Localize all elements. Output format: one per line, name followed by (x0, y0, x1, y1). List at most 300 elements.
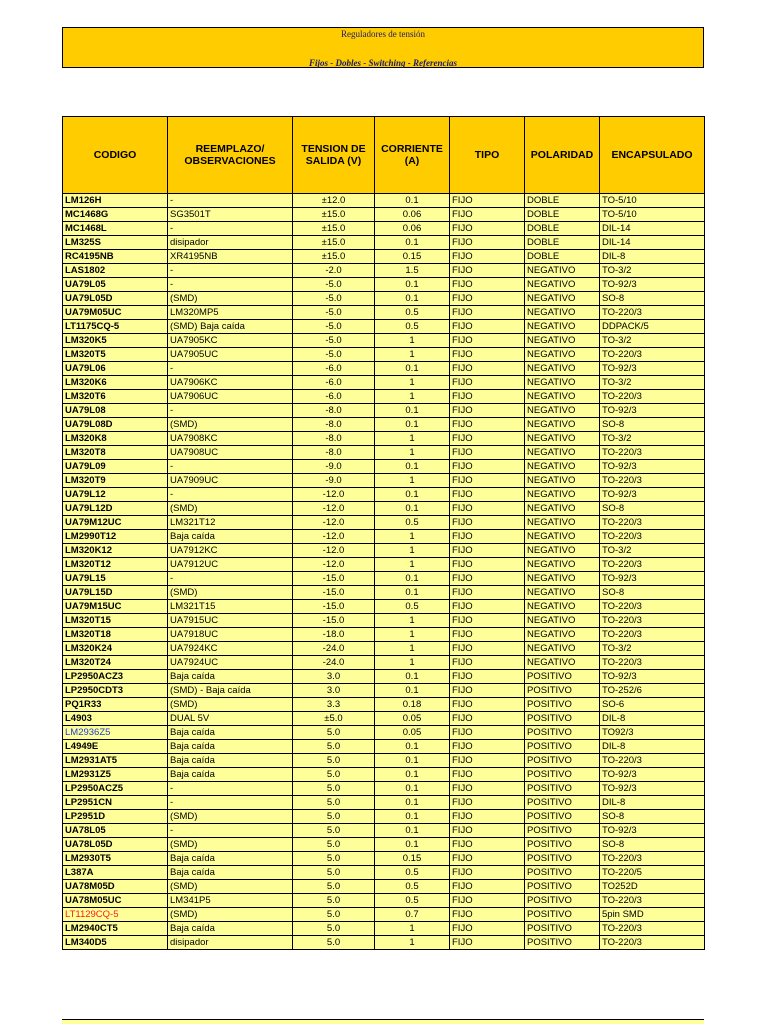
cell-tension: ±15.0 (293, 208, 375, 222)
table-row (63, 376, 705, 390)
cell-corriente: 0.06 (375, 222, 450, 236)
cell-polaridad: NEGATIVO (525, 558, 600, 572)
cell-polaridad: NEGATIVO (525, 530, 600, 544)
cell-polaridad: POSITIVO (525, 740, 600, 754)
cell-tension: 3.3 (293, 698, 375, 712)
cell-encapsulado: TO-92/3 (600, 572, 705, 586)
cell-corriente: 0.1 (375, 362, 450, 376)
cell-codigo: LM320K6 (63, 376, 168, 390)
cell-corriente: 0.5 (375, 516, 450, 530)
cell-corriente: 0.05 (375, 726, 450, 740)
cell-codigo: UA79L06 (63, 362, 168, 376)
table-row (63, 740, 705, 754)
cell-polaridad: NEGATIVO (525, 404, 600, 418)
cell-tension: -5.0 (293, 334, 375, 348)
cell-reemplazo: UA7909UC (168, 474, 293, 488)
cell-tipo: FIJO (450, 516, 525, 530)
cell-tipo: FIJO (450, 838, 525, 852)
cell-encapsulado: TO-92/3 (600, 782, 705, 796)
cell-tension: -8.0 (293, 432, 375, 446)
cell-encapsulado: TO-220/3 (600, 516, 705, 530)
cell-corriente: 1 (375, 544, 450, 558)
cell-codigo: LM320T6 (63, 390, 168, 404)
cell-corriente: 0.15 (375, 852, 450, 866)
cell-tipo: FIJO (450, 894, 525, 908)
cell-polaridad: DOBLE (525, 222, 600, 236)
cell-polaridad: NEGATIVO (525, 628, 600, 642)
cell-encapsulado: TO-5/10 (600, 208, 705, 222)
cell-tension: 5.0 (293, 782, 375, 796)
cell-tipo: FIJO (450, 488, 525, 502)
cell-reemplazo: Baja caída (168, 740, 293, 754)
cell-encapsulado: TO-3/2 (600, 376, 705, 390)
cell-reemplazo: LM320MP5 (168, 306, 293, 320)
cell-polaridad: DOBLE (525, 208, 600, 222)
cell-encapsulado: TO-92/3 (600, 824, 705, 838)
cell-corriente: 0.1 (375, 278, 450, 292)
cell-reemplazo: - (168, 222, 293, 236)
cell-corriente: 0.1 (375, 824, 450, 838)
cell-tipo: FIJO (450, 656, 525, 670)
cell-tension: 3.0 (293, 670, 375, 684)
cell-corriente: 0.18 (375, 698, 450, 712)
cell-codigo: LM320T5 (63, 348, 168, 362)
cell-reemplazo: DUAL 5V (168, 712, 293, 726)
cell-tension: ±15.0 (293, 222, 375, 236)
cell-codigo: UA78M05D (63, 880, 168, 894)
cell-polaridad: NEGATIVO (525, 642, 600, 656)
cell-reemplazo: UA7908KC (168, 432, 293, 446)
cell-reemplazo: Baja caída (168, 754, 293, 768)
cell-tipo: FIJO (450, 642, 525, 656)
cell-tipo: FIJO (450, 908, 525, 922)
cell-encapsulado: SO-8 (600, 586, 705, 600)
table-row (63, 530, 705, 544)
cell-codigo: UA78M05UC (63, 894, 168, 908)
cell-tipo: FIJO (450, 236, 525, 250)
cell-codigo: LP2950CDT3 (63, 684, 168, 698)
cell-polaridad: NEGATIVO (525, 586, 600, 600)
cell-polaridad: NEGATIVO (525, 600, 600, 614)
cell-tension: 5.0 (293, 922, 375, 936)
cell-encapsulado: 5pin SMD (600, 908, 705, 922)
cell-encapsulado: TO-92/3 (600, 460, 705, 474)
cell-corriente: 0.5 (375, 880, 450, 894)
header-reemplazo: REEMPLAZO/ OBSERVACIONES (168, 117, 293, 194)
cell-polaridad: POSITIVO (525, 866, 600, 880)
cell-tension: -15.0 (293, 614, 375, 628)
cell-codigo: LP2951CN (63, 796, 168, 810)
cell-tipo: FIJO (450, 362, 525, 376)
cell-polaridad: POSITIVO (525, 852, 600, 866)
cell-encapsulado: TO-3/2 (600, 264, 705, 278)
cell-polaridad: NEGATIVO (525, 306, 600, 320)
table-row (63, 936, 705, 950)
cell-corriente: 0.1 (375, 768, 450, 782)
cell-polaridad: NEGATIVO (525, 656, 600, 670)
cell-corriente: 1 (375, 642, 450, 656)
table-row (63, 586, 705, 600)
cell-encapsulado: TO-220/3 (600, 348, 705, 362)
cell-tipo: FIJO (450, 614, 525, 628)
cell-tipo: FIJO (450, 404, 525, 418)
cell-codigo: UA79M15UC (63, 600, 168, 614)
cell-encapsulado: TO-92/3 (600, 670, 705, 684)
cell-corriente: 0.1 (375, 586, 450, 600)
cell-corriente: 1 (375, 628, 450, 642)
cell-encapsulado: SO-8 (600, 502, 705, 516)
cell-polaridad: POSITIVO (525, 754, 600, 768)
cell-corriente: 0.1 (375, 236, 450, 250)
cell-tension: -8.0 (293, 418, 375, 432)
cell-codigo: UA79L15D (63, 586, 168, 600)
cell-tipo: FIJO (450, 208, 525, 222)
cell-codigo: UA79L15 (63, 572, 168, 586)
cell-tension: ±5.0 (293, 712, 375, 726)
cell-polaridad: NEGATIVO (525, 432, 600, 446)
cell-corriente: 0.1 (375, 670, 450, 684)
cell-encapsulado: TO-220/3 (600, 474, 705, 488)
table-row (63, 796, 705, 810)
cell-tipo: FIJO (450, 600, 525, 614)
cell-tension: 5.0 (293, 866, 375, 880)
table-row (63, 572, 705, 586)
cell-encapsulado: TO-3/2 (600, 642, 705, 656)
cell-codigo: LM320K8 (63, 432, 168, 446)
cell-polaridad: NEGATIVO (525, 516, 600, 530)
header-tension: TENSION DE SALIDA (V) (293, 117, 375, 194)
cell-corriente: 0.1 (375, 194, 450, 208)
cell-tension: -5.0 (293, 292, 375, 306)
cell-reemplazo: Baja caída (168, 922, 293, 936)
cell-reemplazo: (SMD) (168, 880, 293, 894)
cell-tension: -5.0 (293, 348, 375, 362)
cell-tipo: FIJO (450, 390, 525, 404)
cell-tension: -18.0 (293, 628, 375, 642)
table-row (63, 866, 705, 880)
table-row (63, 922, 705, 936)
cell-polaridad: NEGATIVO (525, 474, 600, 488)
table-row (63, 712, 705, 726)
cell-polaridad: POSITIVO (525, 670, 600, 684)
cell-corriente: 0.1 (375, 810, 450, 824)
table-row (63, 544, 705, 558)
cell-reemplazo: UA7924UC (168, 656, 293, 670)
cell-encapsulado: DIL-14 (600, 222, 705, 236)
cell-polaridad: NEGATIVO (525, 348, 600, 362)
cell-reemplazo: (SMD) (168, 586, 293, 600)
cell-polaridad: POSITIVO (525, 922, 600, 936)
cell-encapsulado: TO-92/3 (600, 278, 705, 292)
cell-encapsulado: SO-8 (600, 292, 705, 306)
table-row (63, 726, 705, 740)
cell-polaridad: NEGATIVO (525, 362, 600, 376)
cell-polaridad: POSITIVO (525, 908, 600, 922)
cell-codigo: LT1129CQ-5 (63, 908, 168, 922)
cell-tension: -12.0 (293, 488, 375, 502)
cell-encapsulado: TO-220/3 (600, 754, 705, 768)
table-row (63, 278, 705, 292)
cell-polaridad: NEGATIVO (525, 264, 600, 278)
cell-tension: ±15.0 (293, 250, 375, 264)
cell-tension: 5.0 (293, 936, 375, 950)
cell-codigo: LP2950ACZ5 (63, 782, 168, 796)
cell-reemplazo: UA7908UC (168, 446, 293, 460)
next-page-table-edge (62, 1019, 704, 1024)
cell-reemplazo: Baja caída (168, 852, 293, 866)
cell-polaridad: POSITIVO (525, 824, 600, 838)
cell-codigo: UA79M12UC (63, 516, 168, 530)
cell-codigo: LM325S (63, 236, 168, 250)
cell-corriente: 1 (375, 614, 450, 628)
cell-polaridad: NEGATIVO (525, 376, 600, 390)
cell-encapsulado: TO-3/2 (600, 544, 705, 558)
cell-polaridad: POSITIVO (525, 894, 600, 908)
cell-encapsulado: TO-220/3 (600, 446, 705, 460)
cell-reemplazo: (SMD) Baja caída (168, 320, 293, 334)
cell-tipo: FIJO (450, 754, 525, 768)
cell-tipo: FIJO (450, 670, 525, 684)
cell-reemplazo: Baja caída (168, 726, 293, 740)
cell-polaridad: POSITIVO (525, 726, 600, 740)
cell-reemplazo: UA7912KC (168, 544, 293, 558)
cell-encapsulado: TO-220/3 (600, 852, 705, 866)
cell-tipo: FIJO (450, 348, 525, 362)
cell-corriente: 0.5 (375, 306, 450, 320)
cell-polaridad: DOBLE (525, 250, 600, 264)
cell-reemplazo: UA7924KC (168, 642, 293, 656)
cell-encapsulado: TO-220/3 (600, 936, 705, 950)
cell-reemplazo: disipador (168, 236, 293, 250)
cell-corriente: 0.15 (375, 250, 450, 264)
cell-tension: -15.0 (293, 600, 375, 614)
table-row (63, 698, 705, 712)
cell-corriente: 0.1 (375, 418, 450, 432)
cell-tension: ±12.0 (293, 194, 375, 208)
cell-codigo: LP2951D (63, 810, 168, 824)
cell-codigo: LT1175CQ-5 (63, 320, 168, 334)
cell-corriente: 0.1 (375, 572, 450, 586)
table-row (63, 894, 705, 908)
cell-tension: -24.0 (293, 642, 375, 656)
cell-codigo: LM2931AT5 (63, 754, 168, 768)
cell-encapsulado: TO-92/3 (600, 488, 705, 502)
cell-tension: 5.0 (293, 768, 375, 782)
cell-encapsulado: TO-220/3 (600, 390, 705, 404)
cell-tipo: FIJO (450, 502, 525, 516)
cell-codigo: UA79L05D (63, 292, 168, 306)
cell-encapsulado: TO-92/3 (600, 404, 705, 418)
cell-tipo: FIJO (450, 782, 525, 796)
table-row (63, 516, 705, 530)
table-row (63, 320, 705, 334)
cell-corriente: 0.06 (375, 208, 450, 222)
cell-tipo: FIJO (450, 194, 525, 208)
cell-tension: -15.0 (293, 572, 375, 586)
cell-tension: 5.0 (293, 880, 375, 894)
table-row (63, 222, 705, 236)
cell-reemplazo: UA7905KC (168, 334, 293, 348)
table-row (63, 838, 705, 852)
cell-encapsulado: DIL-8 (600, 712, 705, 726)
cell-reemplazo: LM321T15 (168, 600, 293, 614)
cell-codigo: LM340D5 (63, 936, 168, 950)
cell-codigo: LM2931Z5 (63, 768, 168, 782)
cell-encapsulado: TO-252/6 (600, 684, 705, 698)
cell-polaridad: NEGATIVO (525, 614, 600, 628)
table-row (63, 852, 705, 866)
table-row (63, 782, 705, 796)
cell-tension: -2.0 (293, 264, 375, 278)
regulators-table (62, 116, 705, 950)
cell-codigo: UA79L05 (63, 278, 168, 292)
cell-reemplazo: XR4195NB (168, 250, 293, 264)
table-row (63, 824, 705, 838)
cell-tension: 5.0 (293, 908, 375, 922)
table-row (63, 390, 705, 404)
cell-tension: -24.0 (293, 656, 375, 670)
cell-polaridad: NEGATIVO (525, 572, 600, 586)
table-row (63, 250, 705, 264)
cell-reemplazo: (SMD) (168, 292, 293, 306)
cell-polaridad: NEGATIVO (525, 334, 600, 348)
cell-codigo: UA79L08D (63, 418, 168, 432)
cell-polaridad: NEGATIVO (525, 502, 600, 516)
cell-tension: 5.0 (293, 810, 375, 824)
cell-reemplazo: - (168, 460, 293, 474)
cell-corriente: 0.05 (375, 712, 450, 726)
cell-polaridad: NEGATIVO (525, 460, 600, 474)
cell-tipo: FIJO (450, 684, 525, 698)
cell-codigo: LM2940CT5 (63, 922, 168, 936)
cell-encapsulado: TO-220/3 (600, 628, 705, 642)
cell-reemplazo: - (168, 362, 293, 376)
cell-codigo: LP2950ACZ3 (63, 670, 168, 684)
cell-reemplazo: - (168, 194, 293, 208)
cell-codigo: LM2930T5 (63, 852, 168, 866)
cell-encapsulado: DIL-8 (600, 250, 705, 264)
cell-encapsulado: TO-220/3 (600, 530, 705, 544)
cell-encapsulado: TO-5/10 (600, 194, 705, 208)
table-row (63, 362, 705, 376)
cell-reemplazo: UA7905UC (168, 348, 293, 362)
cell-tension: -5.0 (293, 306, 375, 320)
cell-reemplazo: - (168, 782, 293, 796)
cell-codigo: LM320K5 (63, 334, 168, 348)
cell-tipo: FIJO (450, 936, 525, 950)
cell-tipo: FIJO (450, 530, 525, 544)
cell-corriente: 1 (375, 558, 450, 572)
cell-codigo: UA79M05UC (63, 306, 168, 320)
table-header-row (63, 117, 705, 194)
table-row (63, 558, 705, 572)
cell-corriente: 0.1 (375, 740, 450, 754)
cell-codigo: LM126H (63, 194, 168, 208)
cell-tipo: FIJO (450, 866, 525, 880)
cell-corriente: 0.1 (375, 502, 450, 516)
table-body (63, 194, 705, 950)
cell-reemplazo: UA7915UC (168, 614, 293, 628)
cell-reemplazo: - (168, 404, 293, 418)
cell-tipo: FIJO (450, 446, 525, 460)
cell-corriente: 1 (375, 936, 450, 950)
cell-tipo: FIJO (450, 880, 525, 894)
cell-tipo: FIJO (450, 418, 525, 432)
cell-reemplazo: disipador (168, 936, 293, 950)
header-corriente: CORRIENTE (A) (375, 117, 450, 194)
cell-reemplazo: UA7906UC (168, 390, 293, 404)
cell-tension: -9.0 (293, 460, 375, 474)
cell-codigo: LM320K12 (63, 544, 168, 558)
cell-codigo: MC1468G (63, 208, 168, 222)
cell-reemplazo: - (168, 572, 293, 586)
cell-reemplazo: (SMD) (168, 418, 293, 432)
cell-reemplazo: Baja caída (168, 670, 293, 684)
cell-codigo: RC4195NB (63, 250, 168, 264)
cell-reemplazo: (SMD) (168, 810, 293, 824)
table-row (63, 208, 705, 222)
cell-reemplazo: - (168, 278, 293, 292)
cell-encapsulado: TO-220/3 (600, 558, 705, 572)
cell-tipo: FIJO (450, 740, 525, 754)
cell-tension: -8.0 (293, 404, 375, 418)
cell-corriente: 0.5 (375, 866, 450, 880)
cell-tension: 5.0 (293, 894, 375, 908)
cell-polaridad: NEGATIVO (525, 320, 600, 334)
table-row (63, 684, 705, 698)
cell-tipo: FIJO (450, 796, 525, 810)
cell-encapsulado: SO-8 (600, 810, 705, 824)
cell-reemplazo: LM341P5 (168, 894, 293, 908)
cell-tipo: FIJO (450, 586, 525, 600)
cell-corriente: 1 (375, 432, 450, 446)
cell-codigo: UA78L05D (63, 838, 168, 852)
cell-polaridad: POSITIVO (525, 712, 600, 726)
cell-corriente: 0.1 (375, 460, 450, 474)
cell-polaridad: NEGATIVO (525, 390, 600, 404)
cell-tipo: FIJO (450, 334, 525, 348)
header-tipo: TIPO (450, 117, 525, 194)
cell-tension: -9.0 (293, 474, 375, 488)
cell-encapsulado: DIL-8 (600, 740, 705, 754)
cell-polaridad: NEGATIVO (525, 278, 600, 292)
cell-polaridad: DOBLE (525, 194, 600, 208)
table-row (63, 656, 705, 670)
table-row (63, 306, 705, 320)
cell-encapsulado: TO-3/2 (600, 432, 705, 446)
cell-reemplazo: - (168, 824, 293, 838)
cell-encapsulado: TO-220/3 (600, 306, 705, 320)
cell-polaridad: DOBLE (525, 236, 600, 250)
table-row (63, 264, 705, 278)
cell-polaridad: NEGATIVO (525, 488, 600, 502)
table-row (63, 810, 705, 824)
cell-corriente: 1 (375, 530, 450, 544)
cell-polaridad: POSITIVO (525, 782, 600, 796)
cell-codigo: LM2936Z5 (63, 726, 168, 740)
table-row (63, 446, 705, 460)
cell-tension: 5.0 (293, 824, 375, 838)
cell-reemplazo: - (168, 488, 293, 502)
cell-tipo: FIJO (450, 572, 525, 586)
cell-tipo: FIJO (450, 292, 525, 306)
cell-codigo: LM2990T12 (63, 530, 168, 544)
cell-reemplazo: Baja caída (168, 530, 293, 544)
cell-tension: -12.0 (293, 530, 375, 544)
cell-tension: -12.0 (293, 558, 375, 572)
cell-tipo: FIJO (450, 726, 525, 740)
table-row (63, 908, 705, 922)
